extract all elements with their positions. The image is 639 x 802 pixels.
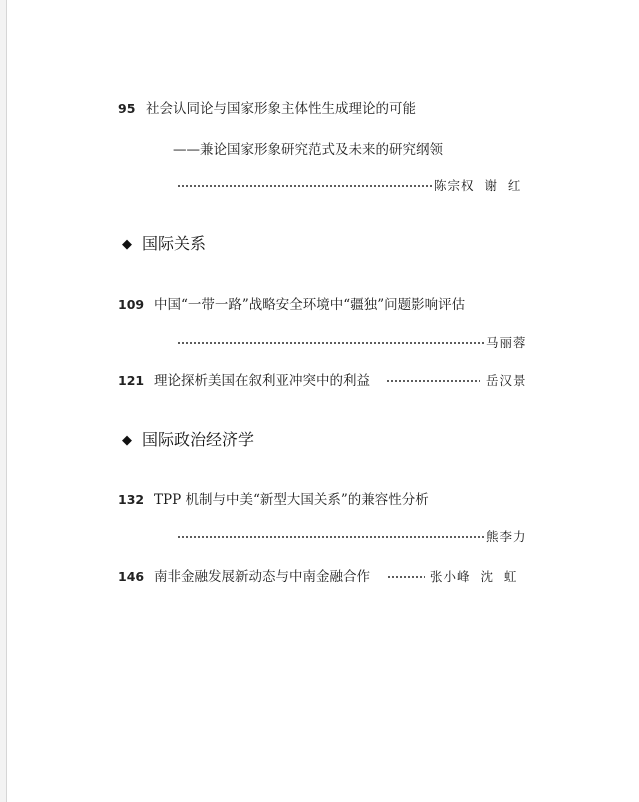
- page-number: 95: [118, 101, 136, 116]
- dot-leader: [387, 576, 425, 578]
- dot-leader: [177, 342, 485, 344]
- article-author: 陈宗权 谢 红: [434, 178, 522, 193]
- article-author: 岳汉景: [486, 373, 527, 388]
- dot-leader: [177, 185, 432, 187]
- page-number: 109: [118, 297, 145, 312]
- article-author: 马丽蓉: [486, 335, 527, 350]
- article-author: 熊李力: [486, 529, 527, 544]
- article-subtitle: ——兼论国家形象研究范式及未来的研究纲领: [173, 142, 443, 158]
- section-label: 国际政治经济学: [142, 430, 255, 449]
- dot-leader: [386, 380, 480, 382]
- toc-page: [6, 0, 639, 802]
- diamond-bullet-icon: ◆: [122, 433, 132, 448]
- article-title: 社会认同论与国家形象主体性生成理论的可能: [146, 101, 416, 117]
- section-label: 国际关系: [142, 234, 207, 253]
- section-heading: [122, 430, 254, 451]
- article-title: 南非金融发展新动态与中南金融合作: [154, 569, 370, 585]
- dot-leader: [177, 536, 485, 538]
- page-number: 146: [118, 569, 145, 584]
- section-heading: [122, 234, 206, 255]
- page-number: 132: [118, 492, 145, 507]
- article-title: TPP 机制与中美“新型大国关系”的兼容性分析: [154, 492, 429, 508]
- article-author: 张小峰 沈 虹: [430, 569, 518, 584]
- article-title: 理论探析美国在叙利亚冲突中的利益: [154, 373, 370, 389]
- page-number: 121: [118, 373, 145, 388]
- diamond-bullet-icon: ◆: [122, 237, 132, 252]
- article-title: 中国“一带一路”战略安全环境中“疆独”问题影响评估: [154, 297, 466, 313]
